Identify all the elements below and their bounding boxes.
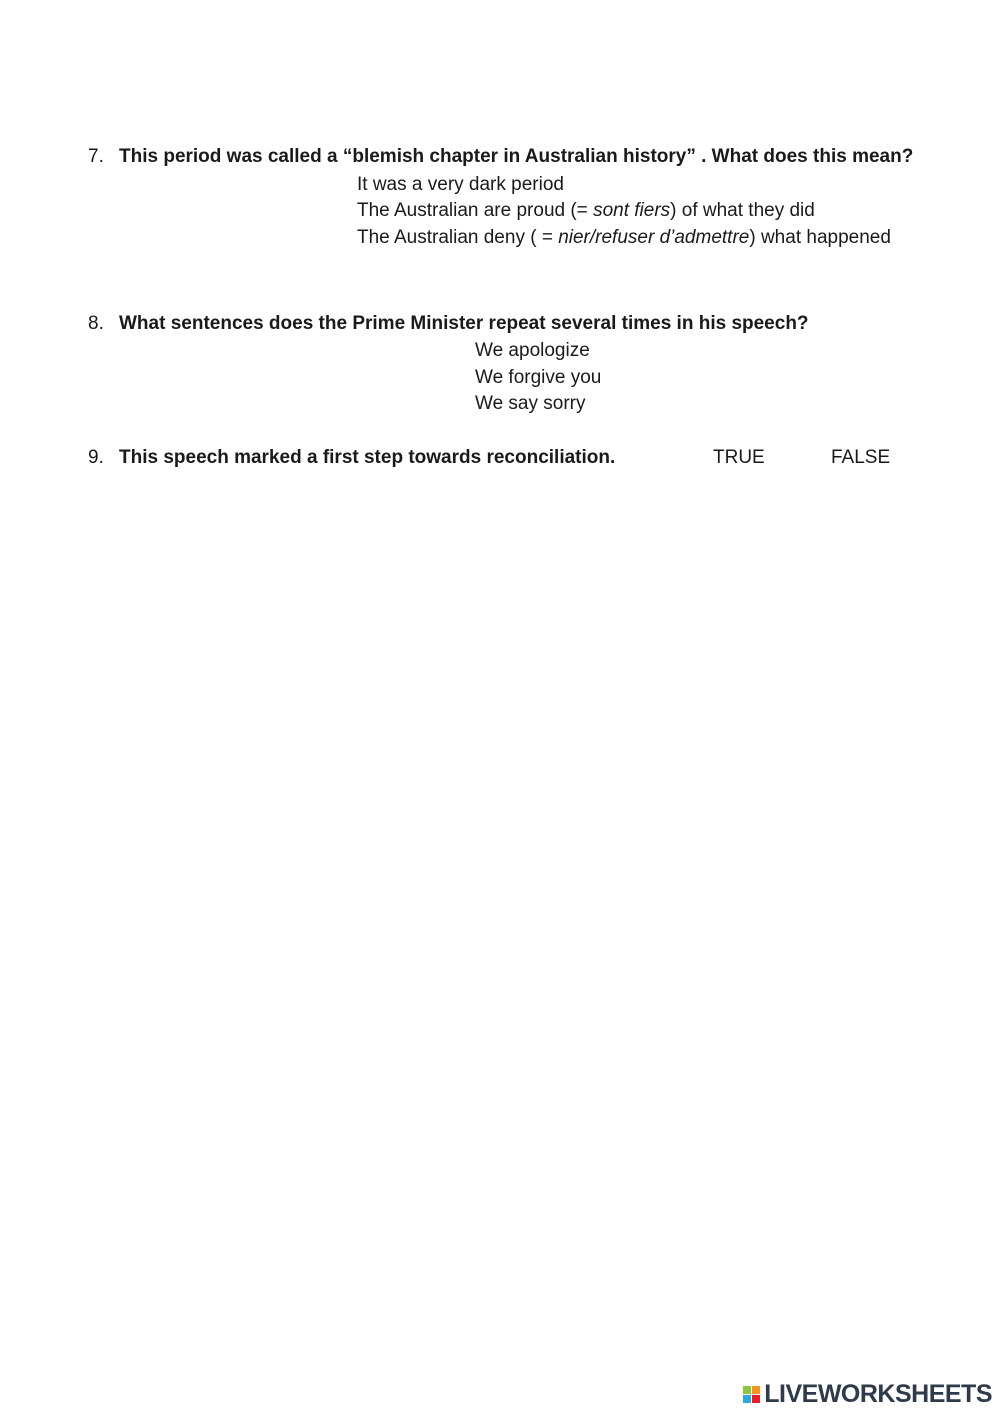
question-7-number: 7. (88, 146, 104, 167)
q8-option-2[interactable] (475, 367, 601, 389)
q7-option-2-pre: The Australian are proud (= (357, 200, 594, 221)
question-7 (88, 146, 913, 168)
liveworksheets-logo-icon (743, 1386, 760, 1403)
q7-option-2[interactable] (357, 200, 815, 222)
question-8 (88, 313, 809, 335)
q7-option-2-post: ) of what they did (670, 200, 815, 221)
question-9-text: This speech marked a first step towards reconciliation. (119, 447, 616, 468)
q7-option-3-post: ) what happened (749, 227, 891, 248)
q7-option-1[interactable] (357, 174, 564, 196)
q7-option-1-text: It was a very dark period (357, 174, 564, 195)
q7-option-3-pre: The Australian deny ( = (357, 227, 559, 248)
q7-option-2-italic: sont fiers (593, 200, 671, 221)
question-8-text: What sentences does the Prime Minister repeat several times in his speech? (119, 313, 809, 334)
q8-option-3-text: We say sorry (475, 393, 586, 414)
question-9 (88, 447, 615, 469)
q7-option-3-italic: nier/refuser d’admettre (558, 227, 750, 248)
liveworksheets-logo-text: LIVEWORKSHEETS (764, 1379, 992, 1408)
q8-option-1-text: We apologize (475, 340, 590, 361)
question-8-number: 8. (88, 313, 104, 334)
liveworksheets-logo (743, 1381, 992, 1407)
q8-option-1[interactable] (475, 340, 590, 362)
q9-choice-false[interactable]: FALSE (831, 447, 891, 468)
q7-option-3[interactable] (357, 227, 891, 249)
question-9-number: 9. (88, 447, 104, 468)
q8-option-2-text: We forgive you (475, 367, 602, 388)
q9-choice-true[interactable]: TRUE (713, 447, 765, 468)
q8-option-3[interactable] (475, 393, 586, 415)
question-7-text: This period was called a “blemish chapter in Australian history” . What does this mean? (119, 146, 914, 167)
